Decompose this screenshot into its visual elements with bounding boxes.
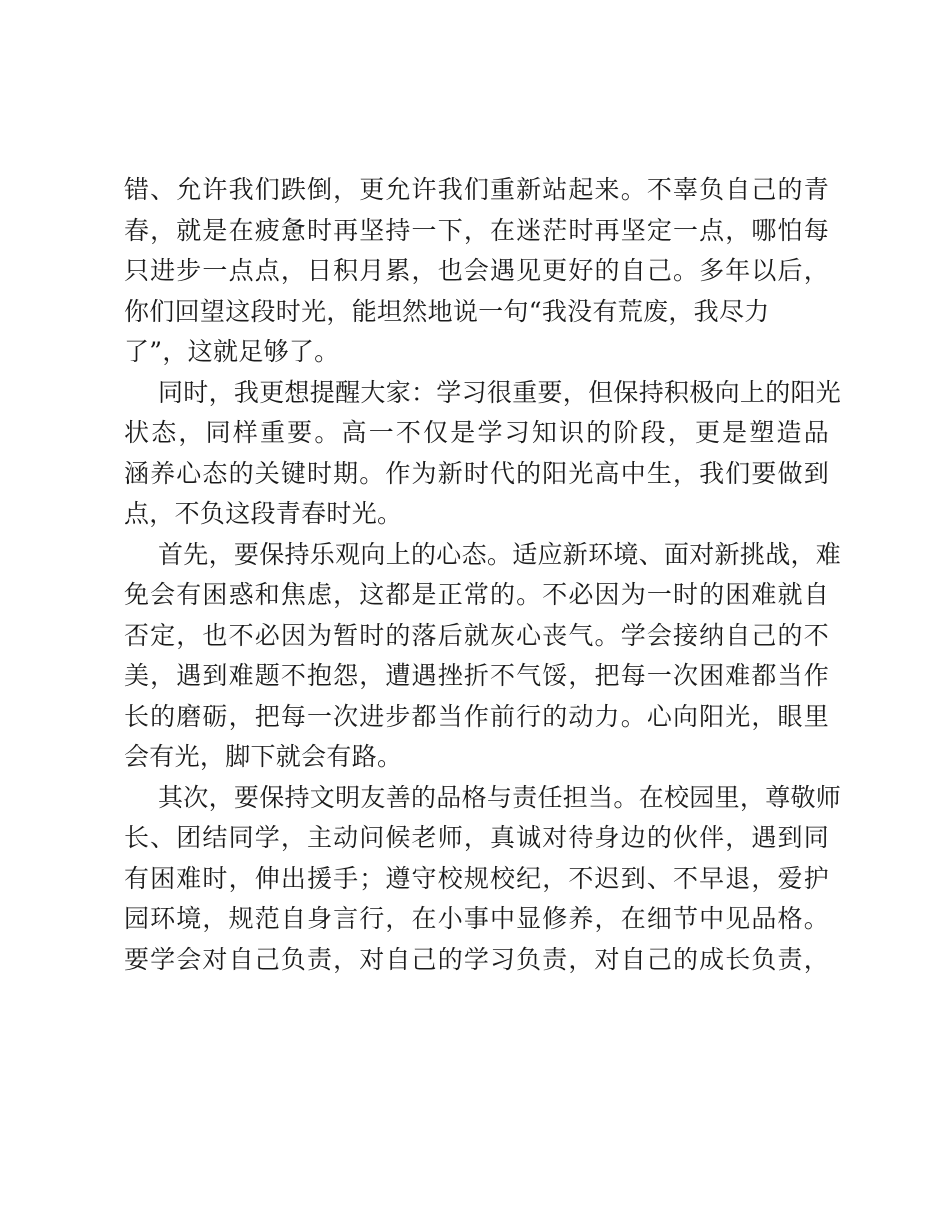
text-line: 有困难时，伸出援手；遵守校规校纪，不迟到、不早退，爱护 — [124, 863, 829, 893]
text-line: 要学会对自己负责，对自己的学习负责，对自己的成长负责， — [124, 944, 829, 974]
text-line: 园环境，规范自身言行，在小事中显修养，在细节中见品格。 — [124, 904, 829, 933]
text-line: 免会有困惑和焦虑，这都是正常的。不必因为一时的困难就自 — [124, 580, 829, 609]
text-line: 会有光，脚下就会有路。 — [124, 742, 403, 771]
text-line: 否定，也不必因为暂时的落后就灰心丧气。学会接纳自己的不 — [124, 620, 829, 650]
text-line: 春，就是在疲惫时再坚持一下，在迷茫时再坚定一点，哪怕每 — [124, 215, 829, 245]
text-line: 美，遇到难题不抱怨，遭遇挫折不气馁，把每一次困难都当作 — [124, 661, 829, 690]
paragraph-start-line: 同时，我更想提醒大家：学习很重要，但保持积极向上的阳光 — [158, 377, 842, 407]
paragraph-start-line: 首先，要保持乐观向上的心态。适应新环境、面对新挑战，难 — [158, 539, 842, 569]
body-text — [124, 170, 842, 980]
text-line: 只进步一点点，日积月累，也会遇见更好的自己。多年以后， — [124, 256, 829, 285]
text-line: 你们回望这段时光，能坦然地说一句“我没有荒废，我尽力 — [124, 296, 770, 326]
text-line: 长、团结同学，主动问候老师，真诚对待身边的伙伴，遇到同 — [124, 823, 829, 852]
text-line: 状态，同样重要。高一不仅是学习知识的阶段，更是塑造品 — [124, 418, 829, 447]
text-line: 涵养心态的关键时期。作为新时代的阳光高中生，我们要做到 — [124, 458, 829, 488]
text-line: 长的磨砺，把每一次进步都当作前行的动力。心向阳光，眼里 — [124, 701, 829, 731]
paragraph-start-line: 其次，要保持文明友善的品格与责任担当。在校园里，尊敬师 — [158, 782, 842, 812]
text-line: 错、允许我们跌倒，更允许我们重新站起来。不辜负自己的青 — [124, 175, 829, 204]
text-line: 点，不负这段青春时光。 — [124, 499, 403, 528]
text-line: 了”，这就足够了。 — [124, 337, 340, 366]
